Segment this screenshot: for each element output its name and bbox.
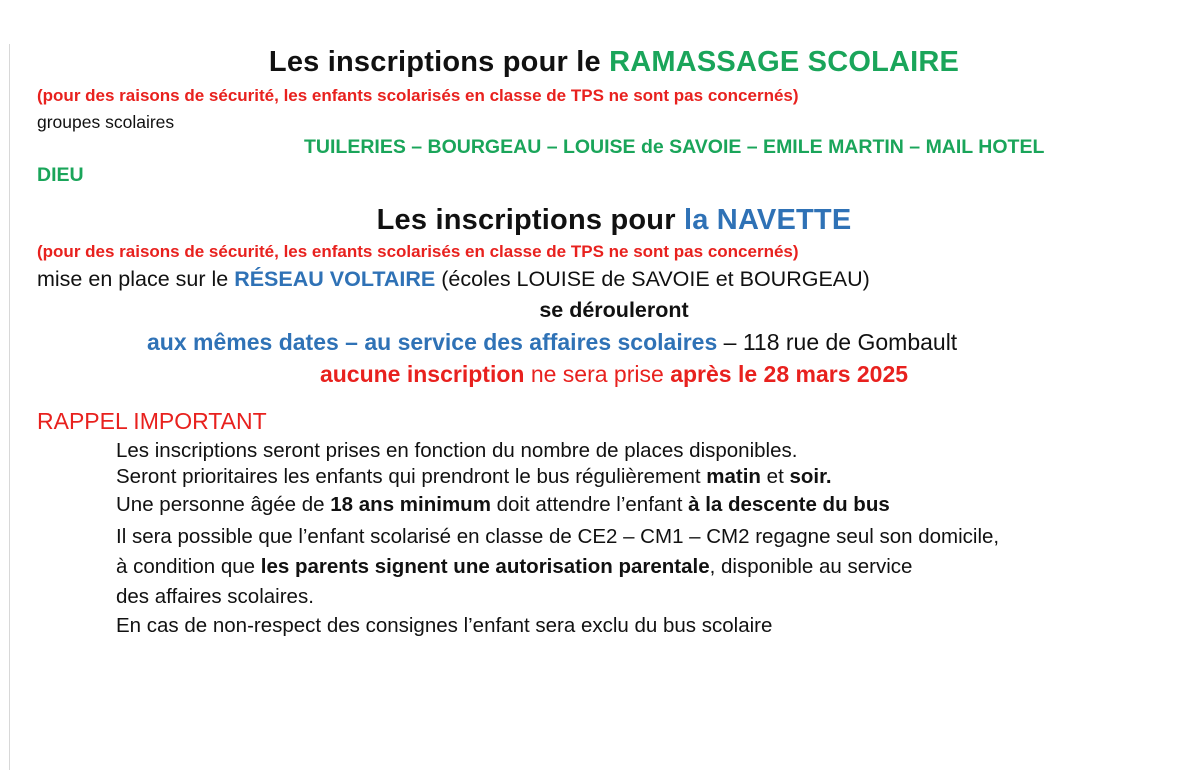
dates-line: [147, 329, 957, 356]
rappel-line-6: des affaires scolaires.: [116, 585, 314, 608]
rappel-line-5-autorisation: les parents signent une autorisation parentale: [260, 555, 710, 578]
rappel-line-3: [116, 493, 890, 517]
dates-address: – 118 rue de Gombault: [717, 329, 958, 355]
rappel-line-3-descente: à la descente du bus: [688, 493, 890, 516]
rappel-line-2-soir: soir.: [789, 465, 832, 488]
deadline-part1: aucune inscription: [319, 361, 525, 387]
groups-list-line2: DIEU: [37, 164, 84, 186]
navette-note: (pour des raisons de sécurité, les enfants scolarisés en classe de TPS ne sont pas concernés): [37, 242, 799, 261]
rappel-line-3-a: Une personne âgée de: [116, 493, 331, 516]
deadline-part2: ne sera prise: [524, 361, 671, 387]
rappel-line-2-matin: matin: [706, 465, 761, 488]
ramassage-title: [0, 46, 1200, 79]
reseau-line: [37, 267, 870, 292]
rappel-line-5: [116, 555, 912, 579]
groups-label: groupes scolaires: [37, 112, 175, 132]
rappel-line-5-c: , disponible au service: [709, 555, 913, 578]
rappel-line-2-a: Seront prioritaires les enfants qui prendront le bus régulièrement: [116, 465, 707, 488]
ramassage-note: (pour des raisons de sécurité, les enfants scolarisés en classe de TPS ne sont pas concernés): [37, 86, 799, 105]
navette-title: [0, 204, 1200, 237]
ramassage-title-prefix: Les inscriptions pour le: [268, 46, 610, 78]
rappel-line-3-age: 18 ans minimum: [330, 493, 491, 516]
deadline-line: [0, 361, 1200, 388]
rappel-line-2: [116, 465, 832, 489]
rappel-line-5-a: à condition que: [116, 555, 261, 578]
page-left-border: [9, 44, 10, 770]
rappel-line-3-c: doit attendre l’enfant: [490, 493, 689, 516]
rappel-line-1: Les inscriptions seront prises en fonction du nombre de places disponibles.: [116, 439, 798, 462]
groups-list-line1: TUILERIES – BOURGEAU – LOUISE de SAVOIE – EMILE MARTIN – MAIL HOTEL: [304, 136, 1045, 158]
rappel-line-7: En cas de non-respect des consignes l’enfant sera exclu du bus scolaire: [116, 614, 773, 637]
reseau-name: RÉSEAU VOLTAIRE: [234, 267, 436, 291]
reseau-prefix: mise en place sur le: [37, 267, 235, 291]
rappel-line-2-et: et: [760, 465, 790, 488]
reseau-suffix: (écoles LOUISE de SAVOIE et BOURGEAU): [435, 267, 870, 291]
rappel-line-4: Il sera possible que l’enfant scolarisé en classe de CE2 – CM1 – CM2 regagne seul son domicile,: [116, 525, 1000, 548]
rappel-heading: RAPPEL IMPORTANT: [37, 408, 267, 434]
navette-title-highlight: la NAVETTE: [683, 204, 852, 236]
ramassage-title-highlight: RAMASSAGE SCOLAIRE: [609, 46, 960, 78]
navette-title-prefix: Les inscriptions pour: [376, 204, 684, 236]
dates-service: aux mêmes dates – au service des affaires scolaires: [147, 329, 718, 355]
se-derouleront: se dérouleront: [539, 298, 689, 322]
deadline-part3: après le 28 mars 2025: [670, 361, 909, 387]
